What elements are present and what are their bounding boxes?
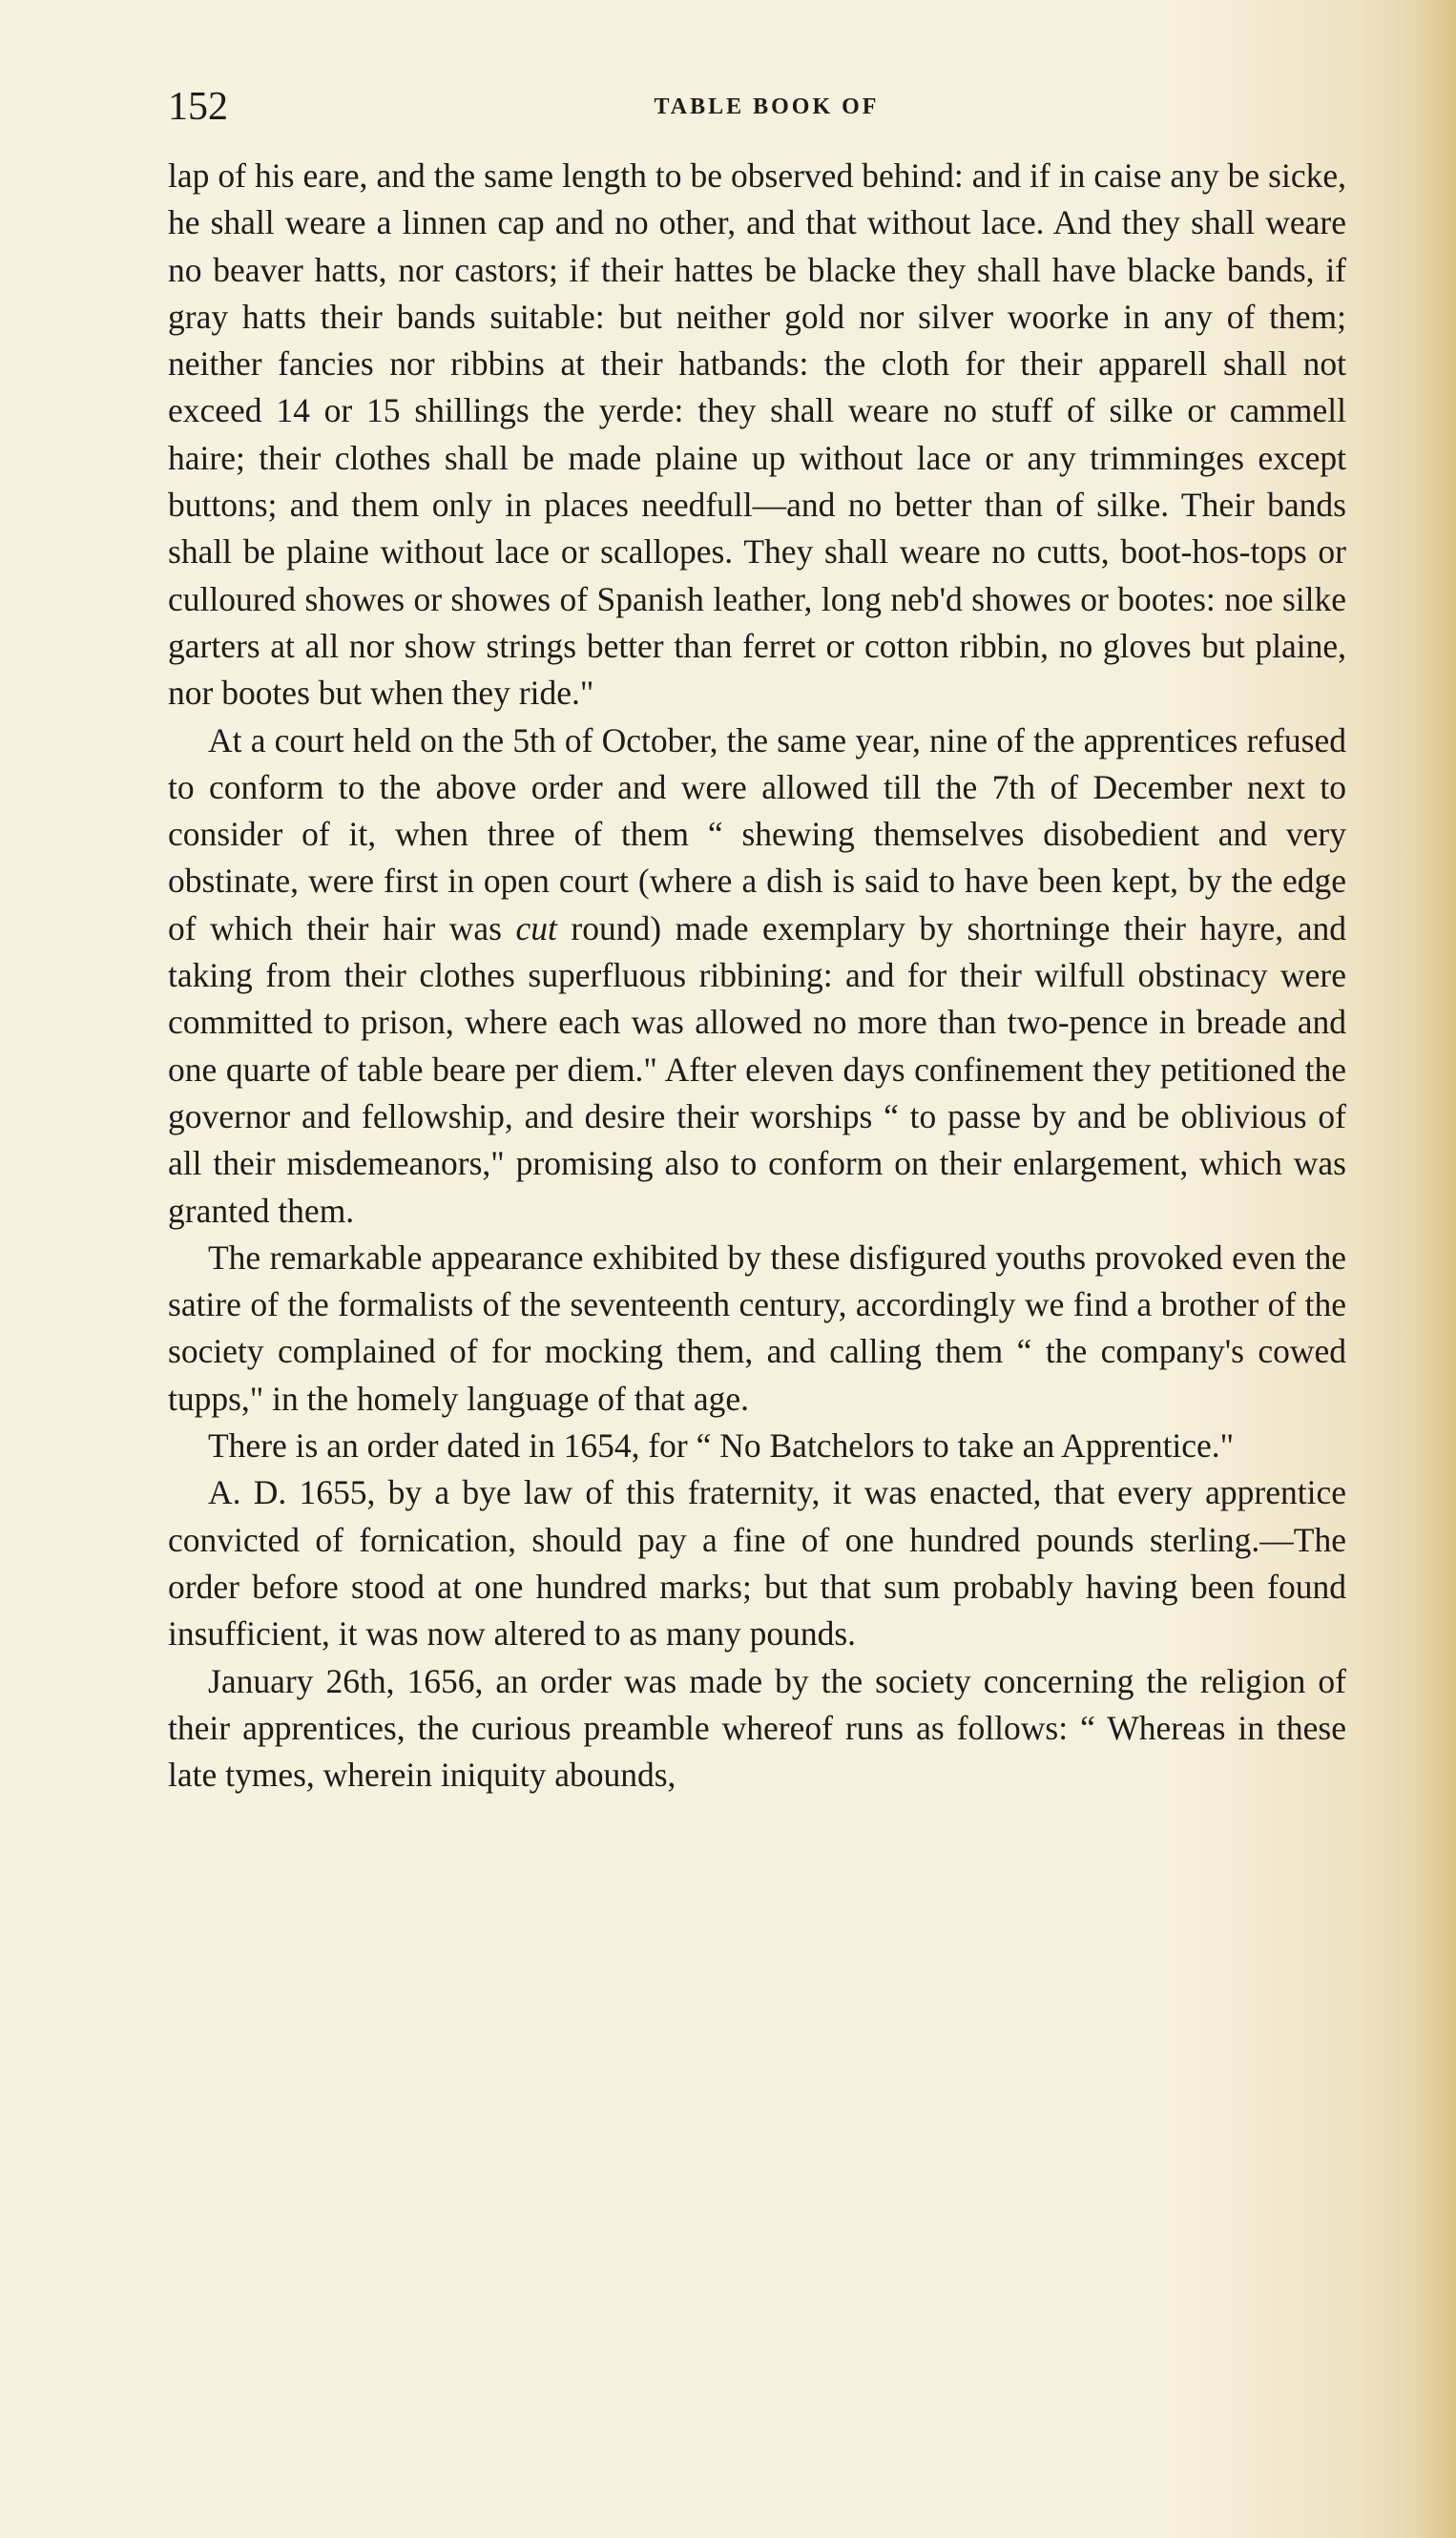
page-header xyxy=(168,78,1365,135)
paragraph-disfigured-youths: The remarkable appearance exhibited by these disfigured youths provoked even the satire of the formalists of the seventeenth century, accordingly we find a brother of the society complained of for mocking them, and calling them “ the company's cowed tupps," in the homely language of that age. xyxy=(168,1238,1346,1418)
page-number: 152 xyxy=(168,85,228,129)
paragraph-continued: lap of his eare, and the same length to be observed behind: and if in caise any be sicke, he shall weare a linnen cap and no other, and that without lace. And they shall weare no beaver hatts, nor castors; if their hattes be blacke they shall have blacke bands, if gray hatts their bands suitable: but neither gold nor silver woorke in any of them; neither fancies nor ribbins at their hatbands: the cloth for their apparell shall not exceed 14 or 15 shillings the yerde: they shall weare no stuff of silke or cammell haire; their clothes shall be made plaine up without lace or any trimminges except buttons; and them only in places needfull—and no better than of silke. Their bands shall be plaine without lace or scallopes. They shall weare no cutts, boot-hos-tops or culloured showes or showes of Spanish leather, long neb'd showes or bootes: noe silke garters at all nor show strings better than ferret or cotton ribbin, no gloves but plaine, nor bootes but when they ride." xyxy=(168,156,1346,713)
italic-word: cut xyxy=(515,908,557,947)
paragraph-court-october xyxy=(168,718,1346,1235)
paragraph-batchelors-order: There is an order dated in 1654, for “ No Batchelors to take an Apprentice." xyxy=(208,1426,1235,1466)
body-text xyxy=(168,153,1346,1799)
paragraph-text: round) made exemplary by shortninge their hayre, and taking from their clothes superfluous ribbining: and for their wilfull obstinacy were committed to prison, where each was allowed no more than two-pence in breade and one quarte of table beare per diem." After eleven days confinement they petitioned the governor and fellowship, and desire their worships “ to passe by and be oblivious of all their misdemeanors," promising also to conform on their enlargement, which was granted them. xyxy=(168,908,1346,1230)
running-title: TABLE BOOK OF xyxy=(654,94,880,119)
paragraph-religion-order-1656: January 26th, 1656, an order was made by the society concerning the religion of their apprentices, the curious preamble whereof runs as follows: “ Whereas in these late tymes, wherein iniquity abounds, xyxy=(168,1661,1346,1795)
page-edge-shading xyxy=(1418,0,1456,2538)
paragraph-text: At a court held on the 5th of October, the same year, nine of the apprentices refused to conform to the above order and were allowed till the 7th of December next to consider of it, when three of them “ shewing themselves disobedient and very obstinate, were first in open court (where a dish is said to have been kept, by the edge of which their hair was xyxy=(168,720,1346,947)
paragraph-bye-law-1655: A. D. 1655, by a bye law of this fraternity, it was enacted, that every apprentice convicted of fornication, should pay a fine of one hundred pounds sterling.—The order before stood at one hundred marks; but that sum probably having been found insufficient, it was now altered to as many pounds. xyxy=(168,1473,1346,1654)
